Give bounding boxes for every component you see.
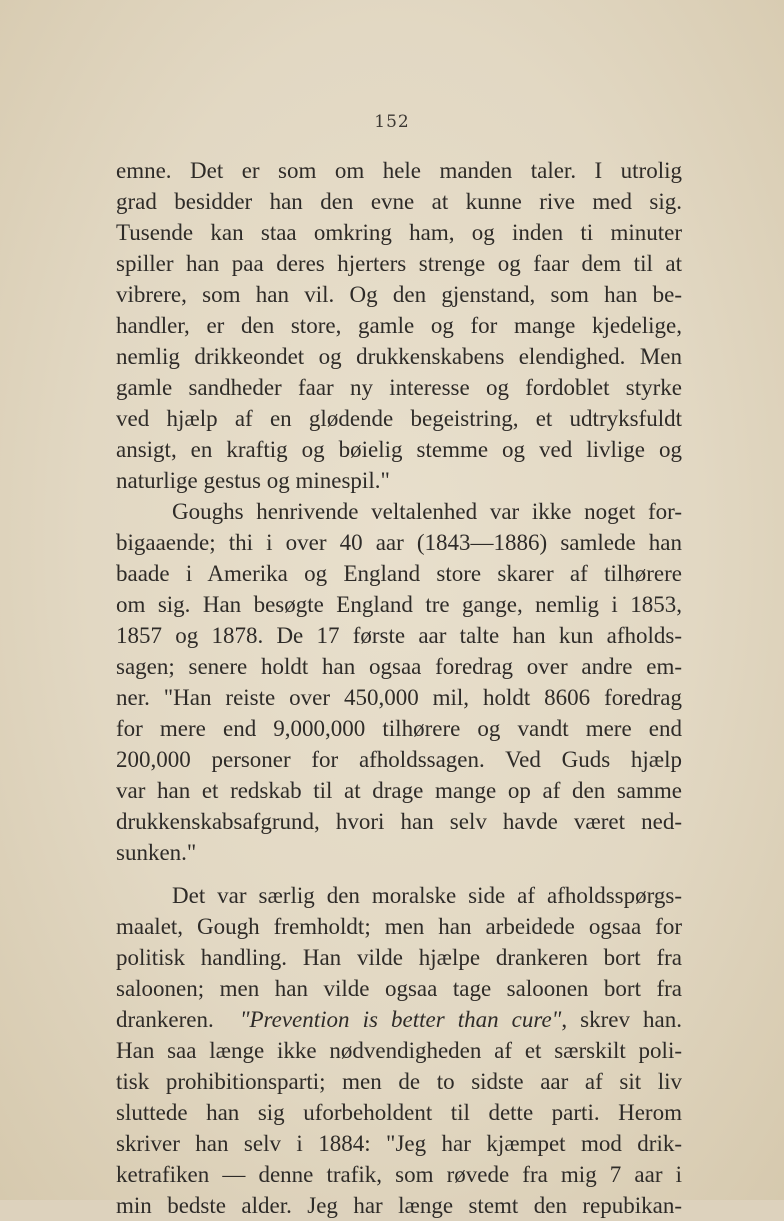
text-line: bigaaende; thi i over 40 aar (1843—1886) samlede han — [116, 530, 682, 555]
italic-quote: "Prevention is better than cure" — [239, 1007, 562, 1032]
text-line: sluttede han sig uforbeholdent til dette parti. Herom — [116, 1100, 682, 1125]
text-line: maalet, Gough fremholdt; men han arbeidede ogsaa for — [116, 914, 682, 939]
text-line — [116, 1004, 682, 1035]
text-line: naturlige gestus og minespil." — [116, 468, 390, 493]
text-line: ved hjælp af en glødende begeistring, et udtryksfuldt — [116, 406, 682, 431]
text-line: ner. "Han reiste over 450,000 mil, holdt 8606 foredrag — [116, 685, 682, 710]
text-line: ansigt, en kraftig og bøielig stemme og ved livlige og — [116, 437, 682, 462]
text-line: 200,000 personer for afholdssagen. Ved Guds hjælp — [116, 747, 682, 772]
text-line: grad besidder han den evne at kunne rive med sig. — [116, 189, 682, 214]
text-line: min bedste alder. Jeg har længe stemt den repubikan- — [116, 1193, 682, 1218]
text-line: baade i Amerika og England store skarer af tilhørere — [116, 561, 682, 586]
text-line: spiller han paa deres hjerters strenge og faar dem til at — [116, 251, 682, 276]
text-line: Det var særlig den moralske side af afholdsspørgs- — [172, 883, 682, 908]
text-line: saloonen; men han vilde ogsaa tage saloonen bort fra — [116, 976, 682, 1001]
text-line: sagen; senere holdt han ogsaa foredrag over andre em- — [116, 654, 682, 679]
text-line: handler, er den store, gamle og for mange kjedelige, — [116, 313, 682, 338]
text-line: politisk handling. Han vilde hjælpe drankeren bort fra — [116, 945, 682, 970]
text-line: ketrafiken — denne trafik, som røvede fra mig 7 aar i — [116, 1162, 682, 1187]
text-line: for mere end 9,000,000 tilhørere og vandt mere end — [116, 716, 682, 741]
text-line: skriver han selv i 1884: "Jeg har kjæmpet mod drik- — [116, 1131, 682, 1156]
text-line: 1857 og 1878. De 17 første aar talte han kun afholds- — [116, 623, 682, 648]
page-number: 152 — [374, 112, 410, 132]
text-line: sunken." — [116, 840, 197, 865]
text-line: Han saa længe ikke nødvendigheden af et særskilt poli- — [116, 1038, 682, 1063]
text-line: gamle sandheder faar ny interesse og fordoblet styrke — [116, 375, 682, 400]
text-line: nemlig drikkeondet og drukkenskabens elendighed. Men — [116, 344, 682, 369]
text-line: var han et redskab til at drage mange op af den samme — [116, 778, 682, 803]
text-line: emne. Det er som om hele manden taler. I utrolig — [116, 158, 682, 183]
text-line: Tusende kan staa omkring ham, og inden ti minuter — [116, 220, 682, 245]
text-fragment: drankeren. — [116, 1007, 214, 1032]
text-line: om sig. Han besøgte England tre gange, nemlig i 1853, — [116, 592, 682, 617]
body-text — [116, 155, 682, 1221]
text-line: tisk prohibitionsparti; men de to sidste aar af sit liv — [116, 1069, 682, 1094]
text-fragment: , skrev han. — [561, 1007, 682, 1032]
text-line: vibrere, som han vil. Og den gjenstand, som han be- — [116, 282, 682, 307]
text-line: Goughs henrivende veltalenhed var ikke noget for- — [172, 499, 682, 524]
text-line: drukkenskabsafgrund, hvori han selv havde været ned- — [116, 809, 682, 834]
